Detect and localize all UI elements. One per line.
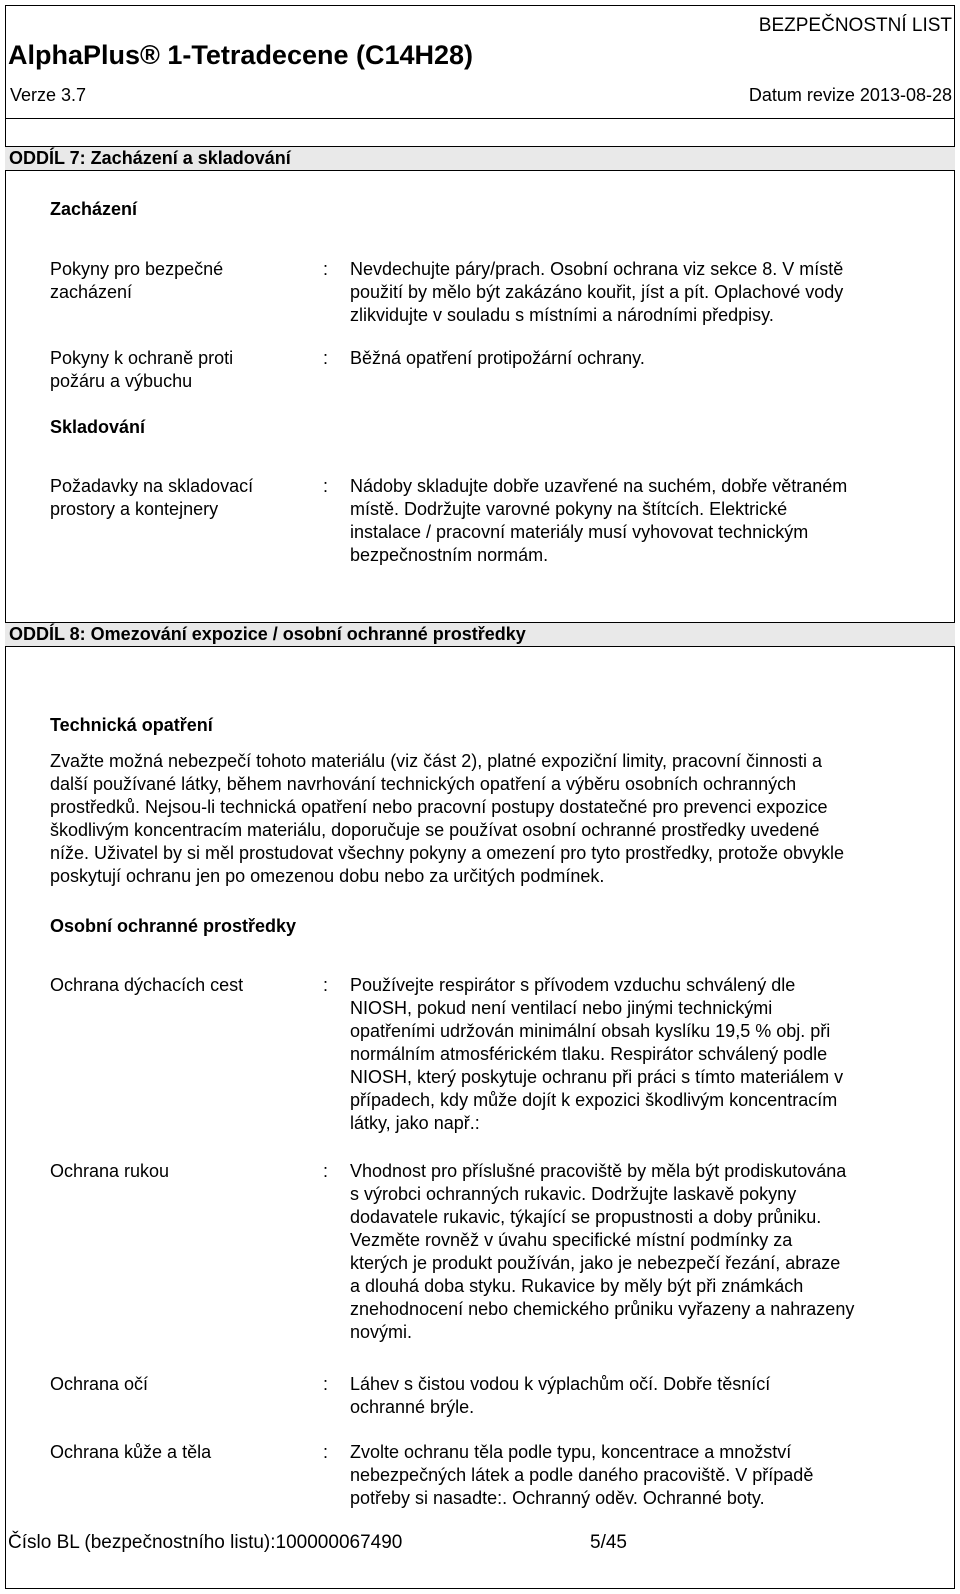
fire-protection-label: Pokyny k ochraně proti požáru a výbuchu [50,348,234,391]
colon: : [323,476,329,496]
eye-protection-value: Láhev s čistou vodou k výplachům očí. Dobře těsnící ochranné brýle. [350,1374,771,1417]
sds-number: Číslo BL (bezpečnostního listu):100000067490 [8,1532,403,1553]
safe-handling-label: Pokyny pro bezpečné zacházení [50,259,224,302]
hand-protection-label: Ochrana rukou [50,1161,170,1181]
hand-protection-value: Vhodnost pro příslušné pracoviště by měla být prodiskutována s výrobci ochranných rukavic. Dodržujte laskavě pokyny dodavatele rukavic, týkající se propustnosti a doby průniku. Vezměte rovněž v úvahu specifické místní podmínky za kterých je produkt používán, jako je nebezpečí řezání, abraze a dlouhá doba styku. Rukavice by měly být při známkách znehodnocení nebo chemického průniku vyřazeny a nahrazeny novými. [350,1161,855,1342]
colon: : [323,259,329,279]
handling-heading: Zacházení [50,199,138,219]
colon: : [323,1374,329,1394]
storage-requirements-value: Nádoby skladujte dobře uzavřené na suchém, dobře větraném místě. Dodržujte varovné pokyny na štítcích. Elektrické instalace / pracovní materiály musí vyhovovat technickým bezpečnostním normám. [350,476,848,565]
storage-requirements-label: Požadavky na skladovací prostory a kontejnery [50,476,254,519]
fire-protection-value: Běžná opatření protipožární ochrany. [350,348,645,368]
ppe-heading: Osobní ochranné prostředky [50,916,297,936]
storage-heading: Skladování [50,417,146,437]
product-name: AlphaPlus® 1-Tetradecene (C14H28) [8,40,474,70]
page-number: 5/45 [590,1532,627,1553]
section-7-title: ODDÍL 7: Zacházení a skladování [5,146,955,171]
colon: : [323,1442,329,1462]
colon: : [323,975,329,995]
technical-measures-heading: Technická opatření [50,715,213,735]
revision-date: Datum revize 2013-08-28 [748,85,952,105]
header-rule [5,118,955,119]
colon: : [323,348,329,368]
section-8-title: ODDÍL 8: Omezování expozice / osobní ochranné prostředky [5,622,955,647]
colon: : [323,1161,329,1181]
version-label: Verze 3.7 [10,85,87,105]
document-type: BEZPEČNOSTNÍ LIST [758,15,952,36]
respiratory-protection-label: Ochrana dýchacích cest [50,975,244,995]
respiratory-protection-value: Používejte respirátor s přívodem vzduchu schválený dle NIOSH, pokud není ventilací nebo jinými technickými opatřeními udržován minimální obsah kyslíku 19,5 % obj. při normálním atmosférickém tlaku. Respirátor schválený podle NIOSH, který poskytuje ochranu při práci s tímto materiálem v případech, kdy může dojít k expozici škodlivým koncentracím látky, jako např.: [350,975,844,1133]
technical-measures-text: Zvažte možná nebezpečí tohoto materiálu (viz část 2), platné expoziční limity, pracovní činnosti a další používané látky, během navrhování technických opatření a výběru osobních ochranných prostředků. Nejsou-li technická opatření nebo pracovní postupy dostatečné pro prevenci expozice škodlivým koncentracím materiálu, doporučuje se používat osobní ochranné prostředky uvedené níže. Uživatel by si měl prostudovat všechny pokyny a omezení pro tyto prostředky, protože obvykle poskytují ochranu jen po omezenou dobu nebo za určitých podmínek. [50,751,845,886]
skin-protection-value: Zvolte ochranu těla podle typu, koncentrace a množství nebezpečných látek a podle daného pracoviště. V případě potřeby si nasadte:. Ochranný oděv. Ochranné boty. [350,1442,814,1508]
safe-handling-value: Nevdechujte páry/prach. Osobní ochrana viz sekce 8. V místě použití by mělo být zakázáno kouřit, jíst a pít. Oplachové vody zlikvidujte v souladu s místními a národními předpisy. [350,259,844,325]
eye-protection-label: Ochrana očí [50,1374,149,1394]
skin-protection-label: Ochrana kůže a těla [50,1442,212,1462]
